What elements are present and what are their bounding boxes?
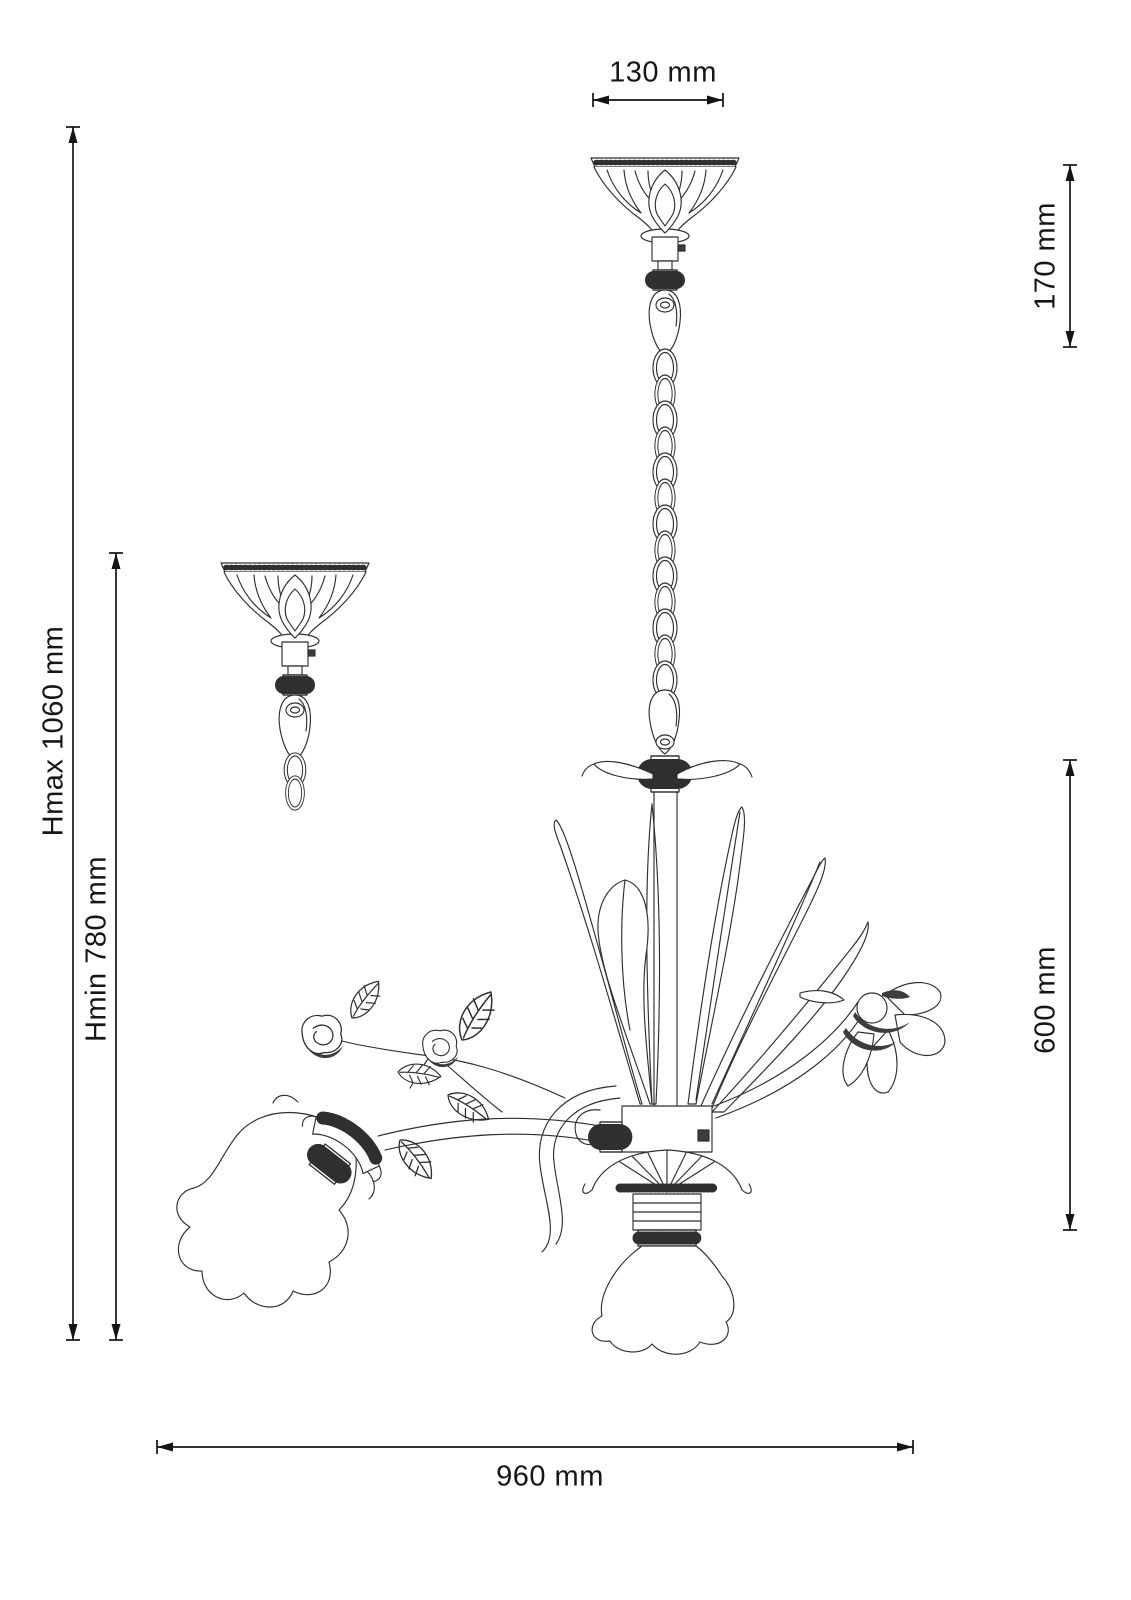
canopy-detail-small [221,563,369,810]
dimension-label-hmax: Hmax 1060 mm [37,625,70,837]
dimension-label-hmin: Hmin 780 mm [80,856,113,1042]
center-leaf-back [647,804,660,1104]
ceiling-canopy [591,158,739,356]
suspension-chain [653,349,677,699]
dimension-total-width [157,1440,913,1454]
dimension-label-body-height: 600 mm [1029,946,1062,1054]
foliage-left [554,820,652,1104]
center-lamp-shade [583,1150,751,1354]
center-body-block [600,1106,712,1152]
stem-hook-collar [649,690,679,792]
foliage-right [688,807,868,1112]
dimension-canopy-height [1063,165,1077,347]
left-lamp-shade [177,1095,394,1307]
dimension-body-height [1063,760,1077,1230]
dimension-label-canopy-width: 130 mm [609,56,717,89]
right-flower-arm [714,983,945,1118]
dimension-canopy-width [593,93,723,107]
dimension-label-canopy-height: 170 mm [1029,202,1062,310]
dimension-label-total-width: 960 mm [496,1460,604,1493]
